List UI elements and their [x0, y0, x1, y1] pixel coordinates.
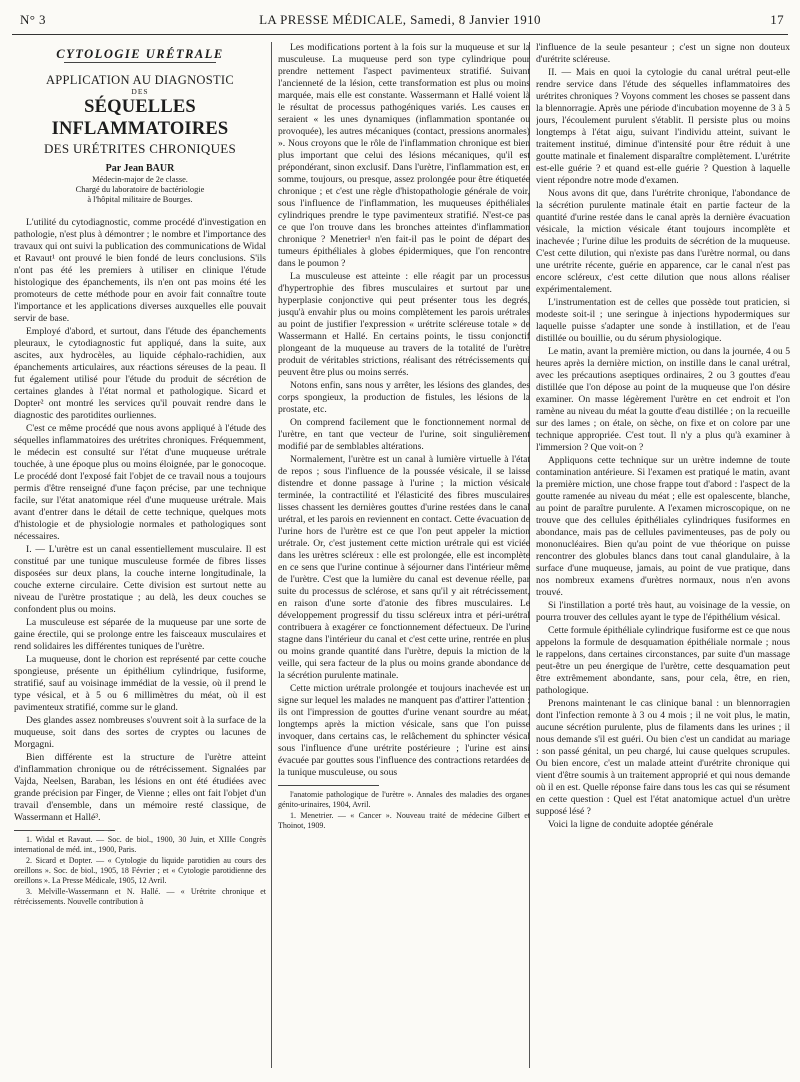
paragraph: Les modifications portent à la fois sur la muqueuse et sur la musculeuse. La muqueuse perd son type cylindrique pour prendre nettement l'aspect pavimenteux stratifié. Suivant l'ancienneté de la lésion, cette transformation est plus ou moins marquée, mais elle est constante. Wassermann et Hallé voient là le résultat de processus pathogéniques variés. Les causes en seraient « les unes dynamiques (inflammation spontanée ou provoquée), les autres mécaniques (contact, pressions anormales) ». Nous croyons que le rôle de l'inflammation chronique est bien plus important que celui des lésions mécaniques, qu'il est prépondérant, sinon exclusif. Dans l'urètre, l'inflammation est, en somme, toujours, ou presque, assez prolongée pour être étiquetée chronique ; et c'est une règle d'histopathologie générale de voir, sous l'influence de l'inflammation, les muqueuses épithéliales cylindriques prendre le type pavimenteux stratifié. N'est-ce pas ce que l'on trouve dans les bronches atteintes d'inflammation chronique ? Menetrier¹ n'en fait-il pas le point de départ des tumeurs épithéliales à globes épidermiques, que l'on rencontre dans le poumon ?: [278, 42, 530, 269]
paragraph: Employé d'abord, et surtout, dans l'étude des épanchements pleuraux, le cytodiagnostic fut appliqué, dans la suite, aux ascites, aux hydrocèles, au liquide céphalo-rachidien, aux épanchements articulaires, aux réactions séreuses de la peau. Il fut également utilisé pour l'étude du produit de sécrétion de certaines glandes à l'état normal et pathologique. Sicard et Dopter² ont montré les services qu'il pouvait rendre dans le diagnostic des parotidites ourliennes.: [14, 326, 266, 421]
column-divider: [271, 42, 272, 1068]
title-line-2: DES: [131, 87, 149, 96]
title-line-4: DES URÉTRITES CHRONIQUES: [43, 141, 237, 156]
paragraph: L'instrumentation est de celles que possède tout praticien, si modeste soit-il ; une seringue à injections hypodermiques sur laquelle puisse s'adapter une sonde à instillation, et de l'eau distillée ou bouillie, ou du sérum physiologique.: [536, 297, 790, 344]
footnote: l'anatomie pathologique de l'urètre ». Annales des maladies des organes génito-urinaires, 1904, Avril.: [278, 790, 530, 809]
paragraph: On comprend facilement que le fonctionnement normal de l'urètre, en tant que vecteur de l'urine, soit singulièrement modifié par de semblables altérations.: [278, 417, 530, 452]
paragraph: Notons enfin, sans nous y arrêter, les lésions des glandes, des corps spongieux, la production de fistules, les lésions de la prostate, etc.: [278, 380, 530, 415]
paragraph: Le matin, avant la première miction, ou dans la journée, 4 ou 5 heures après la dernière miction, on instille dans le canal urétral, avec les précautions aseptiques ordinaires, 2 ou 3 gouttes d'eau distillée que l'on dépose au point de la muqueuse que l'on désire examiner. On masse légèrement l'urètre en cet endroit et l'on ramène au niveau du méat la goutte d'eau distillée ; on la recueille sur des lames ; on étale, on sèche, on fixe et on colore par une technique appropriée. C'est tout. Il n'y a plus qu'à examiner à l'immersion ? Que voit-on ?: [536, 346, 790, 453]
footnote: 1. Menetrier. — « Cancer ». Nouveau traité de médecine Gilbert et Thoinot, 1909.: [278, 811, 530, 830]
footnote: 1. Widal et Ravaut. — Soc. de biol., 1900, 30 Juin, et XIIIe Congrès international de méd. int., 1900, Paris.: [14, 835, 266, 854]
paragraph: La musculeuse est séparée de la muqueuse par une sorte de gaine érectile, qui se prolonge entre les faisceaux musculaires et rend solidaires les différentes tuniques de l'urètre.: [14, 617, 266, 652]
footnote: 2. Sicard et Dopter. — « Cytologie du liquide parotidien au cours des oreillons ». Soc. de biol., 1905, 18 Février ; et « Cytologie parotidienne des oreillons ». La Presse Médicale, 1905, 12 Avril.: [14, 856, 266, 885]
column-1: [14, 42, 266, 1074]
column-2: [278, 42, 530, 1074]
affiliation-line: Chargé du laboratoire de bactériologie: [75, 185, 205, 194]
page-number: 17: [770, 12, 784, 27]
affiliation-line: à l'hôpital militaire de Bourges.: [87, 195, 193, 204]
paragraph: La muqueuse, dont le chorion est représenté par cette couche spongieuse, présente un épithélium cylindrique, fusiforme, stratifié, sauf au voisinage immédiat de la vessie, où il prend le type vésical, et à 5 ou 6 millimètres du méat, où il est pavimenteux stratifié, comme sur le gland.: [14, 654, 266, 713]
author: Par Jean BAUR: [105, 163, 175, 174]
footnote: 3. Melville-Wassermann et N. Hallé. — « Urétrite chronique et rétrécissements. Nouvelle contribution à: [14, 887, 266, 906]
header-rule: [12, 34, 788, 35]
paragraph: Prenons maintenant le cas clinique banal : un blennorragien dont l'infection remonte à 3 ou 4 mois ; il ne voit plus, le matin, aucune sécrétion purulente, plus de filaments dans les urines ; il nous demande s'il est guéri. Ou bien c'est un candidat au mariage : son passé génital, un peu chargé, lui cause quelques scrupules. Ou bien encore, c'est un malade atteint d'urétrite chronique qui vient d'être soumis à un traitement approprié et qui nous demande où il en est. Quelle réponse faire dans tous les cas qui se résument en cette question : Quel est l'état anatomique actuel d'un urètre supposé lésé ?: [536, 698, 790, 817]
title-line-1: APPLICATION AU DIAGNOSTIC: [45, 73, 235, 87]
paragraph: II. — Mais en quoi la cytologie du canal urétral peut-elle rendre service dans l'étude des séquelles inflammatoires des urétrites chroniques ? Voyons comment les choses se passent dans la blennorragie. Après une période d'incubation moyenne de 3 à 5 jours, l'écoulement purulent s'établit. Il persiste plus ou moins longtemps à l'état aigu, suivant l'individu atteint, suivant le traitement institué, diminue d'intensité pour être réduit à une goutte matinale et finalement disparaître complètement. L'urétrite est-elle guérie ? et quand est-elle guérie ? Question à laquelle vient répondre notre mode d'examen.: [536, 67, 790, 186]
column-3: [536, 42, 790, 1074]
paragraph: Cette miction urétrale prolongée et toujours inachevée est un signe sur lequel les malades ne manquent pas d'attirer l'attention ; ils ont l'impression de gouttes d'urine venant sourdre au méat, longtemps après la miction vésicale, sans que l'on puisse invoquer, dans certains cas, le relâchement du sphincter vésical sous l'influence d'une urétrite postérieure ; l'urine est ainsi évacuée par gouttes sous l'influence des contractions retardées de la tunique musculeuse, ou sous: [278, 683, 530, 778]
affiliation-line: Médecin-major de 2e classe.: [92, 175, 188, 184]
journal-title: LA PRESSE MÉDICALE, Samedi, 8 Janvier 1910: [259, 12, 541, 27]
section-rubric: CYTOLOGIE URÉTRALE: [56, 47, 224, 61]
paragraph: Cette formule épithéliale cylindrique fusiforme est ce que nous appelons la formule de desquamation épithéliale normale ; nous le rappelons, dans certaines circonstances, par suite d'un massage peut-être un peu énergique de l'urètre, cette desquamation peut être extrêmement abondante, sans, pour cela, être, en rien, pathologique.: [536, 625, 790, 696]
rubric-rule: [64, 62, 215, 63]
paragraph: Bien différente est la structure de l'urètre atteint d'inflammation chronique ou de rétrécissement. Signalées par Vajda, Neelsen, Baraban, les lésions en ont été étudiées avec grande précision par Finger, de Vienne ; elles ont fait l'objet d'un travail d'ensemble, dans un mémoire resté classique, de Wassermann et Hallé³.: [14, 752, 266, 823]
paragraph: Si l'instillation a porté très haut, au voisinage de la vessie, on pourra trouver des cellules ayant le type de l'épithélium vésical.: [536, 600, 790, 623]
paragraph: I. — L'urètre est un canal essentiellement musculaire. Il est constitué par une tunique musculeuse formée de fibres lisses disposées sur deux plans, la couche interne longitudinale, la couche externe circulaire. Cette division est surtout nette au niveau de l'urètre prostatique ; au delà, les deux couches se confondent plus ou moins.: [14, 544, 266, 615]
page-header: [12, 10, 788, 30]
paragraph: Voici la ligne de conduite adoptée générale: [548, 819, 713, 830]
paragraph: Des glandes assez nombreuses s'ouvrent soit à la surface de la muqueuse, soit dans des sortes de cryptes ou lacunes de Morgagni.: [14, 715, 266, 750]
footnote-rule: [278, 785, 379, 786]
paragraph: C'est ce même procédé que nous avons appliqué à l'étude des séquelles inflammatoires des urétrites chroniques. Fréquemment, le médecin est consulté sur l'état d'une muqueuse urétrale touchée, à une époque plus ou moins éloignée, par le gonocoque. Le procédé dont l'exposé fait l'objet de ce travail nous a toujours permis d'être renseigné d'une façon précise, par une technique facile, sur l'état anatomique réel d'une muqueuse urétrale. Mais avant d'entrer dans le détail de cette technique, quelques mots d'histologie et de physiologie normales et pathologiques sont nécessaires.: [14, 423, 266, 542]
issue-number: N° 3: [20, 12, 46, 27]
article-title-block: [14, 48, 266, 205]
title-line-3: SÉQUELLES INFLAMMATOIRES: [51, 97, 229, 139]
footnote-rule: [14, 830, 115, 831]
paragraph: L'utilité du cytodiagnostic, comme procédé d'investigation en pathologie, n'est plus à démontrer ; le nombre et l'importance des travaux qui ont suivi la publication des communications de Widal et Ravaut¹ ont prouvé le bien fondé de leurs conclusions. S'ils n'ont pas été les premiers à utiliser en clinique l'étude histologique des épanchements, ils n'en ont pas moins été les promoteurs de cette méthode pour en avoir fait connaître toute l'importance et les applications diverses auxquelles elle pouvait servir de base.: [14, 217, 266, 324]
paragraph: La musculeuse est atteinte : elle réagit par un processus d'hypertrophie des fibres musculaires et surtout par une hyperplasie conjonctive qui peut présenter tous les degrés, jusqu'à envahir plus ou moins complètement les parois urétrales au point de justifier l'expression « urétrite scléreuse totale » de Wassermann et Hallé. En certains points, le tissu conjonctif plongeant de la muqueuse au travers de la totalité de l'urètre produit de véritables strictions, réalisant des rétrécissements qui peuvent être plus ou moins serrés.: [278, 271, 530, 378]
paragraph: Appliquons cette technique sur un urètre indemne de toute contamination antérieure. Si l'examen est pratiqué le matin, avant la première miction, une chose frappe tout d'abord : l'aspect de la goutte ramenée au niveau du méat ; elle est opalescente, blanche, au point de paraître purulente. A l'examen microscopique, on ne trouve que des cellules épithéliales cylindriques fusiformes en abondance, mais pas de cellules pavimenteuses, pas de poly ou mononucléaires. Bien qu'au point de vue théorique on puisse rencontrer des globules blancs dans tout canal glandulaire, à la surface d'une muqueuse, jamais, au point de vue pratique, dans nos nombreux examens d'urètres normaux, nous n'en avons trouvé.: [536, 455, 790, 598]
paragraph: l'influence de la seule pesanteur ; c'est un signe non douteux d'urétrite scléreuse.: [536, 42, 790, 65]
paragraph: Nous avons dit que, dans l'urétrite chronique, l'abondance de la sécrétion purulente matinale était en partie facteur de la quantité d'urine restée dans le canal après la dernière évacuation vésicale, la miction vésicale étant toujours incomplète et inachevée ; l'urine dilue les produits de sécrétion de la muqueuse. C'est cette dilution, qui n'existe pas dans l'urètre normal, ou dans une urétrite récente, guérie en apparence, car le canal n'est pas encore scléreux, c'est cette dilution que nous allons réaliser expérimentalement.: [536, 188, 790, 295]
paragraph: Normalement, l'urètre est un canal à lumière virtuelle à l'état de repos ; sous l'influence de la poussée vésicale, il se laisse distendre et donne passage à l'urine ; la miction vésicale terminée, la contractilité et l'élasticité des fibres musculaires lisses chassent les dernières gouttes d'urine restées dans le canal urétral, et les parois en reviennent en contact. Cette évacuation de l'urine hors de l'urètre est ce que l'on peut appeler la miction urétrale. Or, c'est justement cette miction urétrale qui est viciée dans les urètres scléreux : elle est prolongée, elle est incomplète en ce sens que l'urine continue à séjourner dans l'intérieur même de l'urètre. C'est que la lumière du canal est devenue réelle, par suite du processus de sclérose, et sans qu'il y ait rétrécissement, en raison d'une sorte d'atonie des fibres musculaires. Le développement progressif du tissu scléreux intra et péri-urétral contribuera à exagérer ce fonctionnement défectueux. De l'urine stagne dans l'intérieur du canal et c'est cette urine, rentrée en plus ou moins grande quantité dans l'urètre, depuis la miction de la veille, qui sera facteur de la plus ou moins grande abondance de la sécrétion purulente matinale.: [278, 454, 530, 681]
